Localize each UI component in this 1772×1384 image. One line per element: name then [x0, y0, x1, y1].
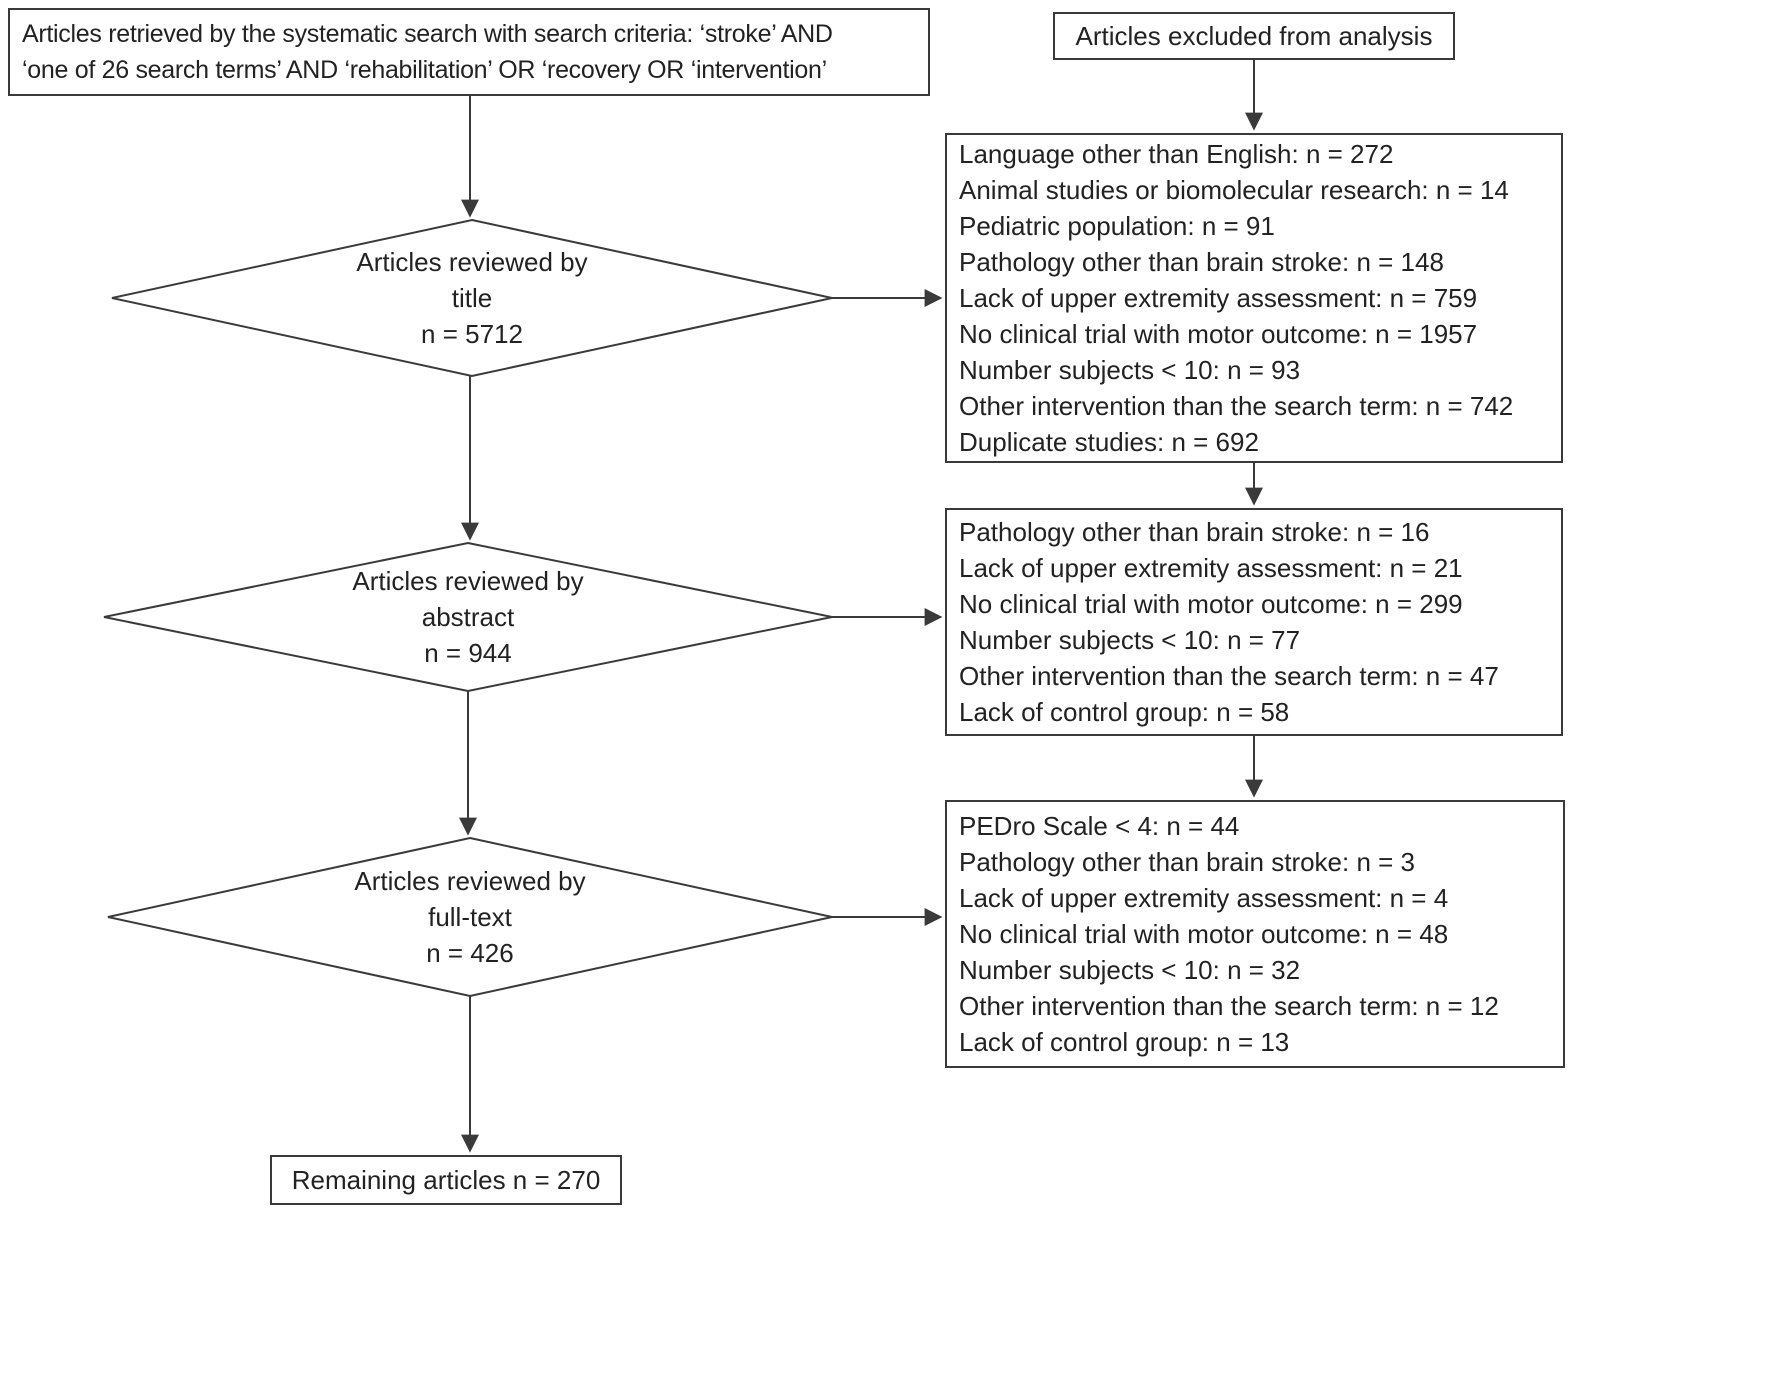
exclusion-reason: No clinical trial with motor outcome: n = 48	[959, 919, 1449, 949]
exclusion-reason: Number subjects < 10: n = 93	[959, 355, 1301, 385]
exclusion-reason: No clinical trial with motor outcome: n = 1957	[959, 319, 1478, 349]
search-criteria-line1: Articles retrieved by the systematic search with search criteria: ‘stroke’ AND	[22, 20, 833, 48]
exclusion-reason: Other intervention than the search term: n = 742	[959, 391, 1514, 421]
diamond-fulltext-count: n = 426	[426, 938, 514, 968]
remaining-articles-box	[270, 1155, 622, 1205]
exclusion-reason: Lack of upper extremity assessment: n = 21	[959, 553, 1463, 583]
exclusion-reason: Language other than English: n = 272	[959, 139, 1394, 169]
exclusion-reason: Other intervention than the search term: n = 12	[959, 991, 1499, 1021]
exclusion-reason: Other intervention than the search term: n = 47	[959, 661, 1499, 691]
exclusion-box-abstract-stage	[945, 508, 1563, 736]
exclusion-reason: Pathology other than brain stroke: n = 148	[959, 247, 1444, 277]
diamond-abstract-count: n = 944	[424, 638, 512, 668]
diamond-title-count: n = 5712	[421, 319, 523, 349]
exclusion-reason: Number subjects < 10: n = 32	[959, 955, 1301, 985]
exclusion-reason: No clinical trial with motor outcome: n = 299	[959, 589, 1463, 619]
diamond-fulltext-line2: full-text	[428, 902, 512, 932]
remaining-articles-label: Remaining articles n = 270	[291, 1165, 601, 1195]
diamond-title-line2: title	[451, 283, 493, 313]
exclusion-reason: Pediatric population: n = 91	[959, 211, 1275, 241]
exclusion-reason: Duplicate studies: n = 692	[959, 427, 1259, 457]
diamond-abstract-line1: Articles reviewed by	[352, 566, 584, 596]
diamond-title-line1: Articles reviewed by	[356, 247, 588, 277]
exclusion-reason: Lack of upper extremity assessment: n = 759	[959, 283, 1478, 313]
exclusion-reason: Number subjects < 10: n = 77	[959, 625, 1301, 655]
exclusion-reason: Pathology other than brain stroke: n = 16	[959, 517, 1430, 547]
diamond-fulltext-label	[270, 863, 670, 971]
exclusion-reason: Lack of upper extremity assessment: n = 4	[959, 883, 1449, 913]
exclusion-reason: Animal studies or biomolecular research: n = 14	[959, 175, 1509, 205]
diamond-title-label	[272, 244, 672, 352]
exclusion-box-title-stage	[945, 133, 1563, 463]
excluded-header-label: Articles excluded from analysis	[1075, 21, 1433, 51]
exclusion-reason: Lack of control group: n = 13	[959, 1027, 1290, 1057]
search-criteria-line2: ‘one of 26 search terms’ AND ‘rehabilitation’ OR ‘recovery OR ‘intervention’	[22, 56, 827, 84]
exclusion-box-fulltext-stage	[945, 800, 1565, 1068]
diamond-abstract-line2: abstract	[421, 602, 515, 632]
exclusion-reason: Lack of control group: n = 58	[959, 697, 1290, 727]
search-criteria-box	[8, 8, 930, 96]
exclusion-reason: Pathology other than brain stroke: n = 3	[959, 847, 1416, 877]
excluded-header-box	[1053, 12, 1455, 60]
exclusion-reason: PEDro Scale < 4: n = 44	[959, 811, 1240, 841]
diamond-fulltext-line1: Articles reviewed by	[354, 866, 586, 896]
diamond-abstract-label	[268, 563, 668, 671]
